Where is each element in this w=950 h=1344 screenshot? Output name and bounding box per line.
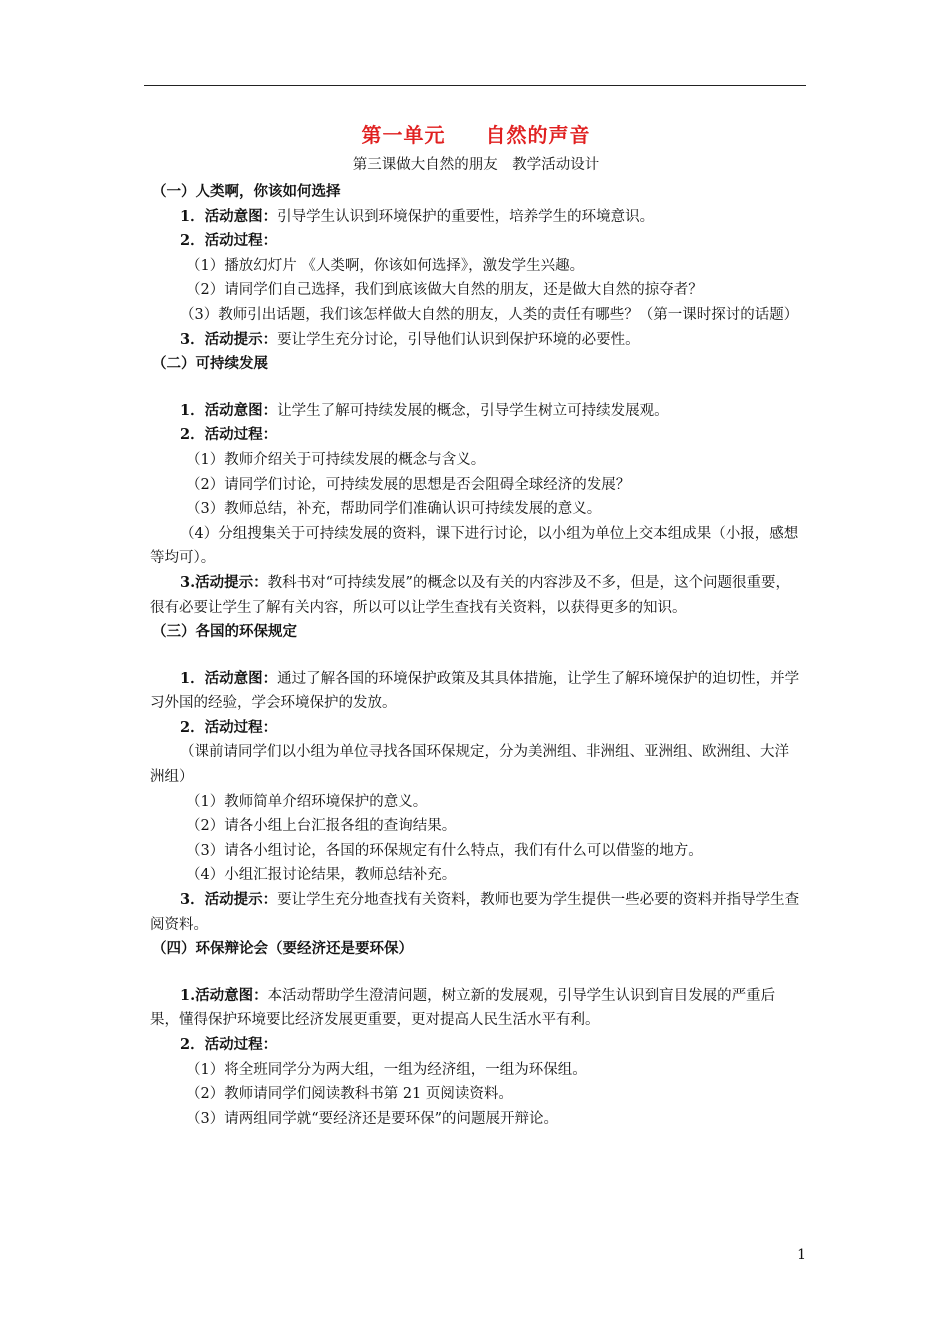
activity-tip: 3．活动提示：要让学生充分地查找有关资料，教师也要为学生提供一些必要的资料并指导学生查阅资料。 bbox=[150, 891, 800, 933]
process-step: （3）请两组同学就“要经济还是要环保”的问题展开辩论。 bbox=[186, 1110, 559, 1127]
title-unit: 第一单元 bbox=[361, 123, 446, 147]
section-heading: （二）可持续发展 bbox=[152, 355, 268, 373]
process-step: （2）请同学们讨论，可持续发展的思想是否会阻碍全球经济的发展？ bbox=[186, 476, 631, 493]
section-heading: （一）人类啊，你该如何选择 bbox=[152, 183, 341, 200]
process-step: （2）请各小组上台汇报各组的查询结果。 bbox=[186, 818, 457, 835]
process-step: （3）教师引出话题，我们该怎样做大自然的朋友，人类的责任有哪些？（第一课时探讨的话题） bbox=[180, 306, 799, 323]
section-1 bbox=[150, 180, 802, 352]
activity-intent: 1．活动意图：让学生了解可持续发展的概念，引导学生树立可持续发展观。 bbox=[180, 401, 669, 419]
process-step: （2）请同学们自己选择，我们到底该做大自然的朋友，还是做大自然的掠夺者？ bbox=[186, 282, 703, 299]
process-step: （4）小组汇报讨论结果，教师总结补充。 bbox=[186, 867, 457, 884]
page-number: 1 bbox=[797, 1247, 806, 1263]
activity-intent: 1．活动意图：引导学生认识到环境保护的重要性，培养学生的环境意识。 bbox=[180, 207, 655, 225]
section-heading: （四）环保辩论会（要经济还是要环保） bbox=[152, 940, 413, 958]
process-step: （3）请各小组讨论，各国的环保规定有什么特点，我们有什么可以借鉴的地方。 bbox=[186, 842, 703, 859]
process-step: （1）教师简单介绍环境保护的意义。 bbox=[186, 793, 428, 810]
activity-intent: 1.活动意图：本活动帮助学生澄清问题，树立新的发展观，引导学生认识到盲目发展的严重后果，懂得保护环境要比经济发展更重要，更对提高人民生活水平有利。 bbox=[150, 986, 776, 1029]
process-step: （4）分组搜集关于可持续发展的资料，课下进行讨论，以小组为单位上交本组成果（小报，感想等均可）。 bbox=[150, 525, 799, 567]
section-3 bbox=[150, 620, 802, 937]
activity-tip: 3.活动提示：教科书对“可持续发展”的概念以及有关的内容涉及不多，但是，这个问题很重要，很有必要让学生了解有关内容，所以可以让学生查找有关资料，以获得更多的知识。 bbox=[150, 573, 790, 616]
section-heading: （三）各国的环保规定 bbox=[152, 623, 297, 641]
activity-process-label: 2．活动过程： bbox=[180, 426, 278, 444]
document-subtitle: 第三课做大自然的朋友 教学活动设计 bbox=[352, 157, 600, 173]
activity-tip: 3．活动提示：要让学生充分讨论，引导他们认识到保护环境的必要性。 bbox=[180, 330, 640, 348]
process-note: （课前请同学们以小组为单位寻找各国环保规定，分为美洲组、非洲组、亚洲组、欧洲组、大洋洲组） bbox=[150, 744, 789, 786]
process-step: （1）播放幻灯片 《人类啊，你该如何选择》，激发学生兴趣。 bbox=[186, 257, 585, 274]
document-body bbox=[150, 118, 802, 1131]
section-2 bbox=[150, 352, 802, 620]
title-topic: 自然的声音 bbox=[485, 123, 591, 147]
process-step: （2）教师请同学们阅读教科书第 21 页阅读资料。 bbox=[186, 1086, 513, 1103]
process-step: （3）教师总结，补充，帮助同学们准确认识可持续发展的意义。 bbox=[186, 501, 602, 518]
header-rule bbox=[144, 85, 806, 86]
activity-process-label: 2．活动过程： bbox=[180, 232, 278, 250]
process-step: （1）将全班同学分为两大组，一组为经济组，一组为环保组。 bbox=[186, 1061, 587, 1078]
activity-process-label: 2．活动过程： bbox=[180, 718, 278, 736]
activity-process-label: 2．活动过程： bbox=[180, 1036, 278, 1053]
activity-intent: 1．活动意图：通过了解各国的环境保护政策及其具体措施，让学生了解环境保护的迫切性，并学习外国的经验，学会环境保护的发放。 bbox=[150, 669, 800, 712]
section-4 bbox=[150, 937, 802, 1131]
process-step: （1）教师介绍关于可持续发展的概念与含义。 bbox=[186, 451, 486, 468]
document-title bbox=[150, 118, 802, 152]
